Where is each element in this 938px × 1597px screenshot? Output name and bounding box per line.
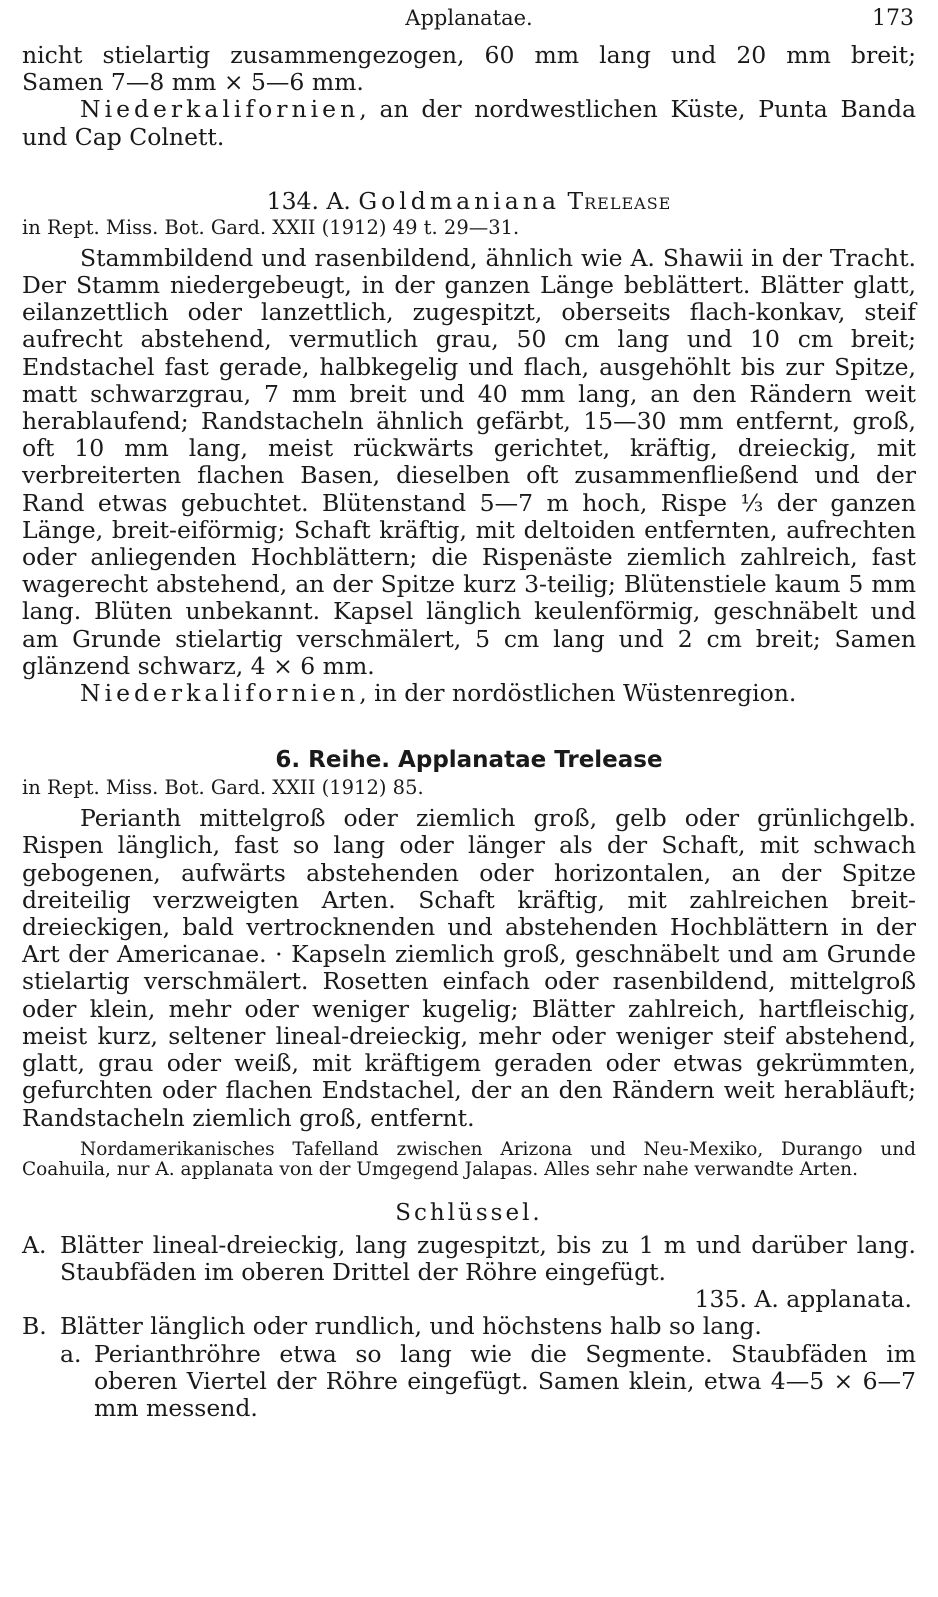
species-author: Trelease — [567, 186, 672, 215]
species-reference: in Rept. Miss. Bot. Gard. XXII (1912) 49 t. 29—31. — [22, 215, 520, 239]
species-heading — [22, 187, 916, 215]
series-reference: in Rept. Miss. Bot. Gard. XXII (1912) 85. — [22, 776, 424, 800]
key-text-b: Blätter länglich oder rundlich, und höchstens halb so lang. — [60, 1312, 762, 1341]
key-letter-b-a: a. — [60, 1339, 82, 1368]
distribution-detail: , an der nordwestlichen Küste, Punta Banda und Cap Colnett. — [22, 95, 916, 151]
key-letter-b: B. — [22, 1312, 47, 1341]
species-number: 134. A. — [266, 186, 351, 215]
continued-paragraph-end — [22, 69, 916, 96]
page-header — [22, 0, 916, 42]
continued-line-2: Samen 7—8 mm × 5—6 mm. — [22, 68, 364, 97]
species-distribution — [22, 680, 916, 707]
species-distribution-region: Niederkalifornien — [80, 679, 360, 708]
series-description: Perianth mittelgroß oder ziemlich groß, gelb oder grünlichgelb. Rispen länglich, fast so lang oder länger als der Schaft, mit schwach gebogenen, aufwärts abstehenden oder horizontalen, an der Spitze dreiteilig verzweigten Arten. Schaft kräftig, mit zahlreichen breit-dreieckigen, bald vertrocknenden und abstehenden Hochblättern in der Art der Americanae. · Kapseln ziemlich groß, geschnäbelt und am Grunde stielartig verschmälert. Rosetten einfach oder rasenbildend, mittelgroß oder klein, mehr oder weniger kugelig; Blätter zahlreich, hartfleischig, meist kurz, seltener lineal-dreieckig, mehr oder weniger steif abstehend, glatt, grau oder weiß, mit kräftigem geraden oder etwas gekrümmten, gefurchten oder flachen Endstachel, der an den Rändern weit herabläuft; Randstacheln ziemlich groß, entfernt. — [22, 804, 916, 1132]
series-heading: 6. Reihe. Applanatae Trelease — [275, 747, 663, 774]
running-head: Applanatae. — [405, 6, 533, 30]
species-distribution-detail: , in der nordöstlichen Wüstenregion. — [359, 679, 797, 708]
key-result-a: 135. A. applanata. — [694, 1285, 912, 1314]
key-entry-b-a — [22, 1341, 916, 1423]
key-entry-a — [22, 1232, 916, 1286]
key-title: Schlüssel. — [395, 1199, 543, 1226]
continued-paragraph — [22, 42, 916, 69]
series-distribution-note: Nordamerikanisches Tafelland zwischen Arizona und Neu-Mexiko, Durango und Coahuila, nur A. applanata von der Umgegend Jalapas. Alles sehr nahe verwandte Arten. — [22, 1138, 916, 1180]
key-letter-a: A. — [22, 1230, 47, 1259]
page-number: 173 — [872, 6, 914, 31]
distribution-region: Niederkalifornien — [80, 95, 360, 124]
continued-line-1: nicht stielartig zusammengezogen, 60 mm lang und 20 mm breit; — [22, 41, 916, 69]
distribution-previous — [22, 96, 916, 150]
key-entry-b — [22, 1313, 916, 1340]
species-name: Goldmaniana — [358, 186, 560, 215]
species-description: Stammbildend und rasenbildend, ähnlich wie A. Shawii in der Tracht. Der Stamm niedergebeugt, in der ganzen Länge beblättert. Blätter glatt, eilanzettlich oder lanzettlich, zugespitzt, oberseits flach-konkav, steif aufrecht abstehend, vermutlich grau, 50 cm lang und 10 cm breit; Endstachel fast gerade, halbkegelig und flach, ausgehöhlt bis zur Spitze, matt schwarzgrau, 7 mm breit und 40 mm lang, an den Rändern weit herablaufend; Randstacheln ähnlich gefärbt, 15—30 mm entfernt, groß, oft 10 mm lang, meist rückwärts gerichtet, kräftig, dreieckig, mit verbreiterten flachen Basen, dieselben oft zusammenfließend und der Rand etwas gebuchtet. Blütenstand 5—7 m hoch, Rispe ⅓ der ganzen Länge, breit-eiförmig; Schaft kräftig, mit deltoiden entfernten, aufrechten oder anliegenden Hochblättern; die Rispenäste ziemlich zahlreich, fast wagerecht abstehend, an der Spitze kurz 3-teilig; Blütenstiele kaum 5 mm lang. Blüten unbekannt. Kapsel länglich keulenförmig, geschnäbelt und am Grunde stielartig verschmälert, 5 cm lang und 2 cm breit; Samen glänzend schwarz, 4 × 6 mm. — [22, 243, 916, 680]
key-text-a: Blätter lineal-dreieckig, lang zugespitzt, bis zu 1 m und darüber lang. Staubfäden im oberen Drittel der Röhre eingefügt. — [60, 1230, 916, 1286]
key-text-b-a: Perianthröhre etwa so lang wie die Segmente. Staubfäden im oberen Viertel der Röhre eingefügt. Samen klein, etwa 4—5 × 6—7 mm messend. — [94, 1339, 916, 1422]
